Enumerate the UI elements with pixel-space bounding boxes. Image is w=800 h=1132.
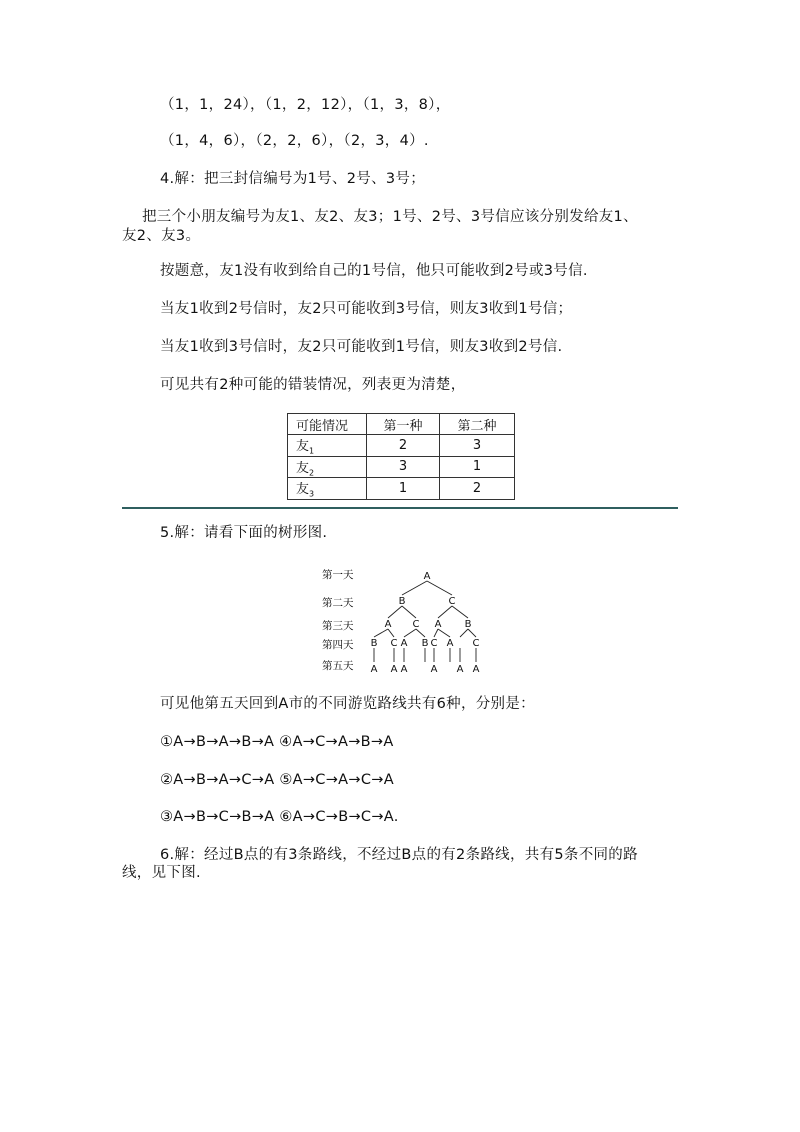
table-row-label: 友$_1$ — [288, 435, 367, 457]
table-header-cell: 可能情况 — [288, 414, 367, 435]
table-cell: 1 — [367, 478, 440, 500]
text-line-10: 5.解：请看下面的树形图. — [160, 525, 328, 541]
table-row-label: 友$_3$ — [288, 478, 367, 500]
tree-day-label: 第四天 — [322, 639, 354, 651]
tree-node: B — [421, 638, 429, 649]
tree-day-label: 第三天 — [322, 620, 354, 632]
tree-node: C — [430, 638, 438, 649]
table-cell: 3 — [440, 435, 515, 457]
text-line-2: （1，4，6），（2，2，6），（2，3，4）. — [160, 133, 429, 149]
table-cell: 1 — [440, 456, 515, 478]
table-row-label: 友$_2$ — [288, 456, 367, 478]
text-line-5: 友2、友3。 — [122, 228, 201, 244]
tree-day-label: 第二天 — [322, 597, 354, 609]
tree-node: A — [384, 619, 392, 630]
tree-day-label: 第五天 — [322, 660, 354, 672]
table-row — [288, 456, 515, 478]
text-line-1: （1，1，24），（1，2，12），（1，3，8）， — [160, 97, 451, 113]
tree-node: A — [446, 638, 454, 649]
text-line-4: 把三个小朋友编号为友1、友2、友3；1号、2号、3号信应该分别发给友1、 — [142, 209, 638, 225]
text-line-16: 线，见下图. — [122, 865, 201, 881]
tree-node: C — [448, 596, 456, 607]
text-line-15: 6.解：经过B点的有3条路线，不经过B点的有2条路线，共有5条不同的路 — [160, 847, 638, 863]
text-line-13: ②A→B→A→C→A ⑤A→C→A→C→A — [160, 772, 394, 788]
tree-node: B — [398, 596, 406, 607]
tree-node: A — [400, 664, 408, 675]
tree-node: A — [430, 664, 438, 675]
text-line-7: 当友1收到2号信时，友2只可能收到3号信，则友3收到1号信； — [160, 301, 573, 317]
table-header-row — [288, 414, 515, 435]
tree-node: A — [434, 619, 442, 630]
table-header-cell: 第二种 — [440, 414, 515, 435]
tree-node: C — [472, 638, 480, 649]
tree-node: A — [390, 664, 398, 675]
text-line-14: ③A→B→C→B→A ⑥A→C→B→C→A. — [160, 809, 399, 825]
tree-node: C — [390, 638, 398, 649]
table-cell: 2 — [440, 478, 515, 500]
tree-node: A — [370, 664, 378, 675]
text-line-3: 4.解：把三封信编号为1号、2号、3号； — [160, 171, 426, 187]
text-line-6: 按题意，友1没有收到给自己的1号信，他只可能收到2号或3号信. — [160, 263, 588, 279]
table-header-cell: 第一种 — [367, 414, 440, 435]
text-line-9: 可见共有2种可能的错装情况，列表更为清楚， — [160, 377, 466, 393]
table-cell: 2 — [367, 435, 440, 457]
tree-node: B — [370, 638, 378, 649]
tree-node: A — [400, 638, 408, 649]
tree-node: A — [456, 664, 464, 675]
tree-node: A — [423, 571, 431, 582]
text-line-12: ①A→B→A→B→A ④A→C→A→B→A — [160, 734, 394, 750]
tree-node: A — [472, 664, 480, 675]
table-row — [288, 478, 515, 500]
mis-delivery-table — [287, 413, 515, 500]
text-line-8: 当友1收到3号信时，友2只可能收到1号信，则友3收到2号信. — [160, 339, 563, 355]
tree-day-label: 第一天 — [322, 569, 354, 581]
text-line-11: 可见他第五天回到A市的不同游览路线共有6种，分别是： — [160, 696, 535, 712]
section-divider — [122, 507, 678, 509]
tree-node: B — [464, 619, 472, 630]
table-row — [288, 435, 515, 457]
tree-diagram — [310, 562, 510, 678]
table-cell: 3 — [367, 456, 440, 478]
tree-node: C — [412, 619, 420, 630]
